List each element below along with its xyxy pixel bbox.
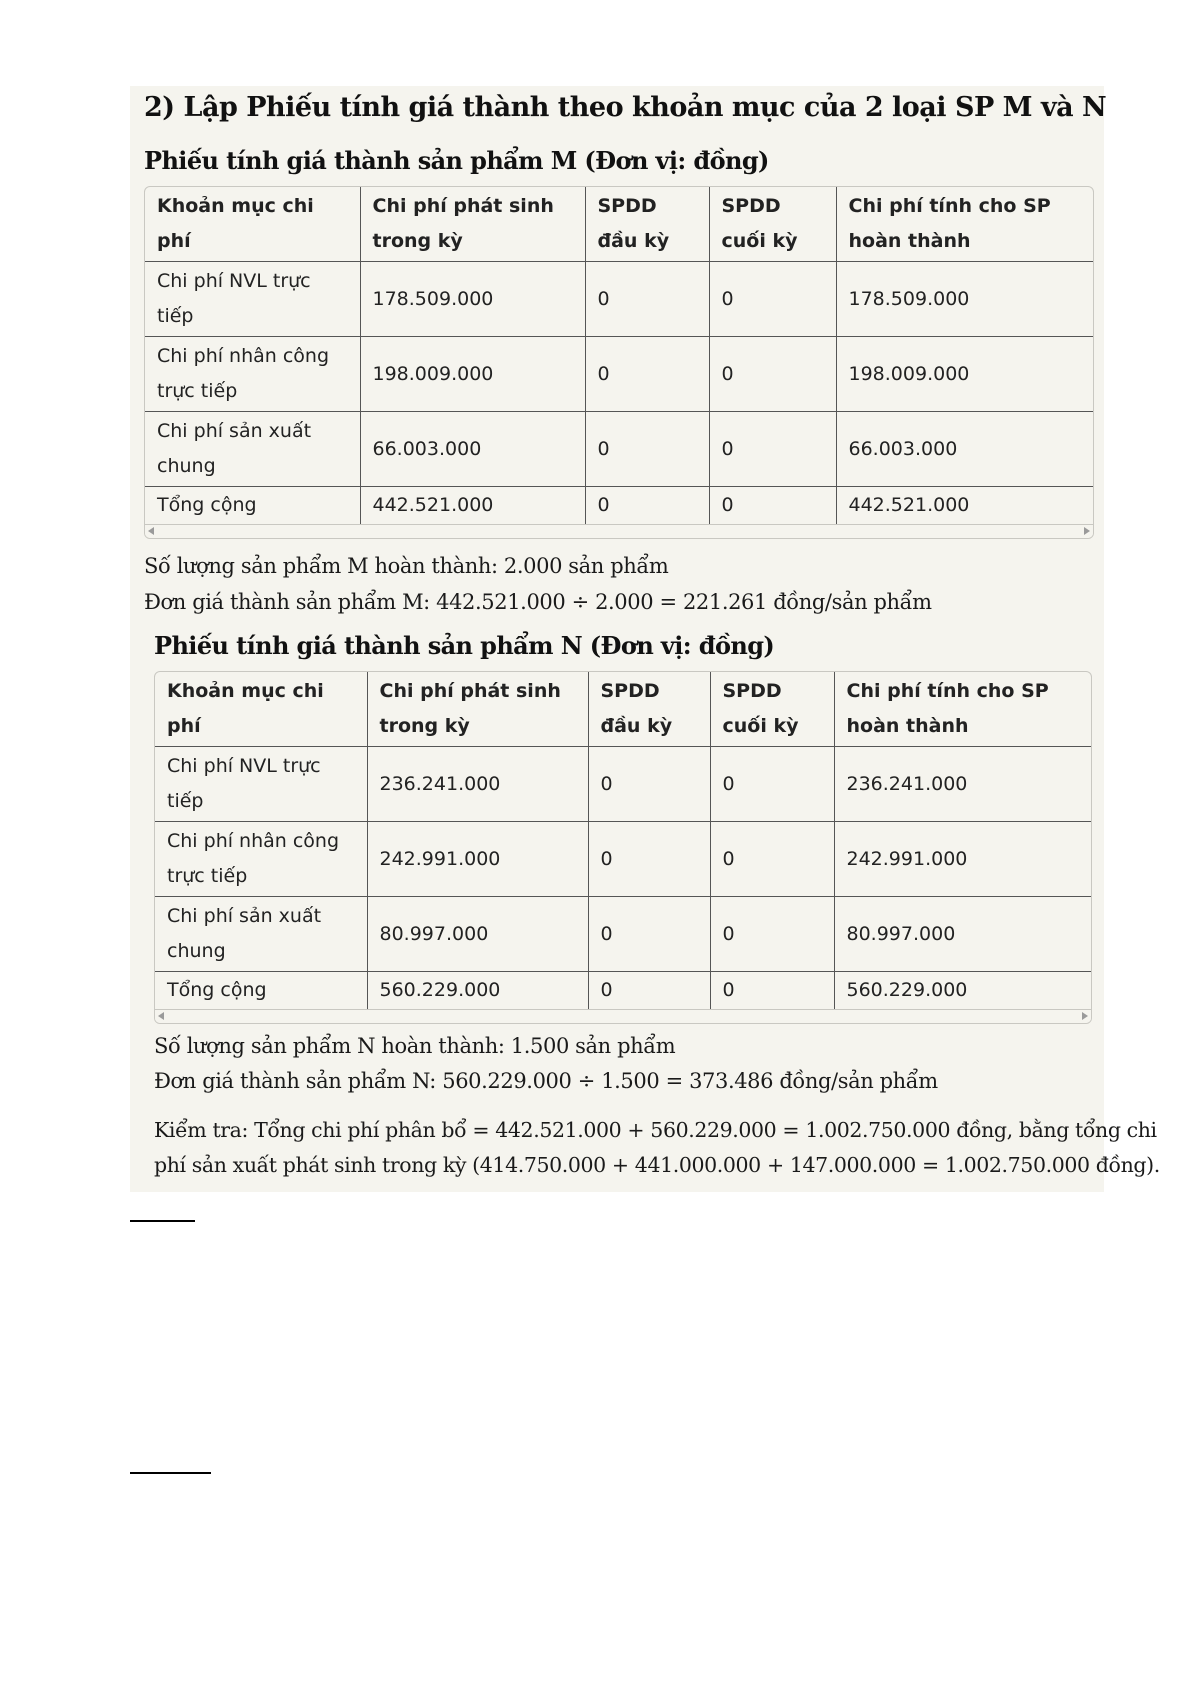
divider: [130, 1472, 211, 1474]
cell-incurred: 178.509.000: [360, 262, 585, 337]
check-line-2: phí sản xuất phát sinh trong kỳ (414.750.000 + 441.000.000 + 147.000.000 = 1.002.750.000 đồng).: [154, 1153, 1160, 1177]
header-cost-item: Khoản mục chi phí: [145, 187, 360, 262]
cell-finished-cost: 442.521.000: [848, 494, 970, 516]
table-n-container: [154, 671, 1092, 1024]
quantity-m: Số lượng sản phẩm M hoàn thành: 2.000 sản phẩm: [144, 554, 669, 578]
scroll-right-icon[interactable]: [1082, 1012, 1088, 1020]
table-header-row: [155, 672, 1091, 747]
table-total-row: [155, 972, 1091, 1010]
table-m-title: Phiếu tính giá thành sản phẩm M (Đơn vị: đồng): [144, 146, 769, 175]
cell-cost-item: Chi phí nhân công trực tiếp: [145, 337, 360, 412]
header-wip-end: SPDD cuối kỳ: [710, 672, 834, 747]
header-finished-cost: Chi phí tính cho SP hoàn thành: [834, 672, 1091, 747]
header-cost-item: Khoản mục chi phí: [155, 672, 367, 747]
cell-cost-item: Chi phí nhân công trực tiếp: [155, 822, 367, 897]
header-incurred: Chi phí phát sinh trong kỳ: [367, 672, 588, 747]
table-row: [155, 897, 1091, 972]
cell-incurred: 242.991.000: [367, 822, 588, 897]
unit-cost-n: Đơn giá thành sản phẩm N: 560.229.000 ÷ 1.500 = 373.486 đồng/sản phẩm: [154, 1069, 938, 1093]
cell-cost-item: Chi phí NVL trực tiếp: [155, 747, 367, 822]
cell-cost-item: Chi phí NVL trực tiếp: [145, 262, 360, 337]
table-row: [145, 337, 1093, 412]
table-row: [145, 262, 1093, 337]
table-total-row: [145, 487, 1093, 525]
cell-incurred: 66.003.000: [360, 412, 585, 487]
header-incurred: Chi phí phát sinh trong kỳ: [360, 187, 585, 262]
cell-cost-item: Tổng cộng: [155, 972, 367, 1010]
cell-wip-end: 0: [709, 262, 836, 337]
header-wip-end: SPDD cuối kỳ: [709, 187, 836, 262]
cell-wip-begin: 0: [585, 487, 709, 525]
cell-incurred: 198.009.000: [360, 337, 585, 412]
horizontal-scrollbar[interactable]: [155, 1009, 1091, 1023]
cell-finished-cost: 198.009.000: [836, 337, 1093, 412]
cell-finished-cost: 66.003.000: [836, 412, 1093, 487]
cell-finished-cost: 236.241.000: [834, 747, 1091, 822]
cell-incurred: 442.521.000: [360, 487, 585, 525]
cell-wip-begin: 0: [585, 412, 709, 487]
cell-incurred: 80.997.000: [367, 897, 588, 972]
cell-wip-begin: 0: [588, 897, 710, 972]
cell-wip-begin: 0: [588, 972, 710, 1010]
quantity-n: Số lượng sản phẩm N hoàn thành: 1.500 sản phẩm: [154, 1034, 676, 1058]
cell-finished-cost: 178.509.000: [836, 262, 1093, 337]
cell-cost-item: Chi phí sản xuất chung: [145, 412, 360, 487]
cost-table-n: [155, 672, 1091, 1009]
header-wip-begin: SPDD đầu kỳ: [588, 672, 710, 747]
horizontal-scrollbar[interactable]: [145, 524, 1093, 538]
cell-wip-begin: 0: [585, 262, 709, 337]
scroll-right-icon[interactable]: [1084, 527, 1090, 535]
cell-wip-end: 0: [709, 337, 836, 412]
table-row: [145, 412, 1093, 487]
unit-cost-m: Đơn giá thành sản phẩm M: 442.521.000 ÷ 2.000 = 221.261 đồng/sản phẩm: [144, 590, 932, 614]
check-line-1: Kiểm tra: Tổng chi phí phân bổ = 442.521.000 + 560.229.000 = 1.002.750.000 đồng, bằng tổng chi: [154, 1118, 1157, 1142]
cell-wip-end: 0: [709, 412, 836, 487]
cell-finished-cost: 560.229.000: [846, 979, 968, 1001]
cell-wip-end: 0: [710, 897, 834, 972]
cell-cost-item: Chi phí sản xuất chung: [155, 897, 367, 972]
cell-wip-end: 0: [709, 487, 836, 525]
section-heading: 2) Lập Phiếu tính giá thành theo khoản mục của 2 loại SP M và N: [144, 92, 1107, 123]
table-m-container: [144, 186, 1094, 539]
scroll-left-icon[interactable]: [158, 1012, 164, 1020]
cell-wip-end: 0: [710, 822, 834, 897]
cell-wip-begin: 0: [588, 822, 710, 897]
cell-wip-begin: 0: [585, 337, 709, 412]
table-n-title: Phiếu tính giá thành sản phẩm N (Đơn vị: đồng): [154, 631, 775, 660]
header-finished-cost: Chi phí tính cho SP hoàn thành: [836, 187, 1093, 262]
cell-wip-end: 0: [710, 972, 834, 1010]
table-row: [155, 822, 1091, 897]
cell-wip-begin: 0: [588, 747, 710, 822]
table-header-row: [145, 187, 1093, 262]
cell-finished-cost: 80.997.000: [834, 897, 1091, 972]
cell-incurred: 236.241.000: [367, 747, 588, 822]
cell-wip-end: 0: [710, 747, 834, 822]
cell-incurred: 560.229.000: [367, 972, 588, 1010]
cell-cost-item: Tổng cộng: [145, 487, 360, 525]
header-wip-begin: SPDD đầu kỳ: [585, 187, 709, 262]
cell-finished-cost: 242.991.000: [834, 822, 1091, 897]
divider: [130, 1220, 195, 1222]
cost-table-m: [145, 187, 1093, 524]
scroll-left-icon[interactable]: [148, 527, 154, 535]
table-row: [155, 747, 1091, 822]
